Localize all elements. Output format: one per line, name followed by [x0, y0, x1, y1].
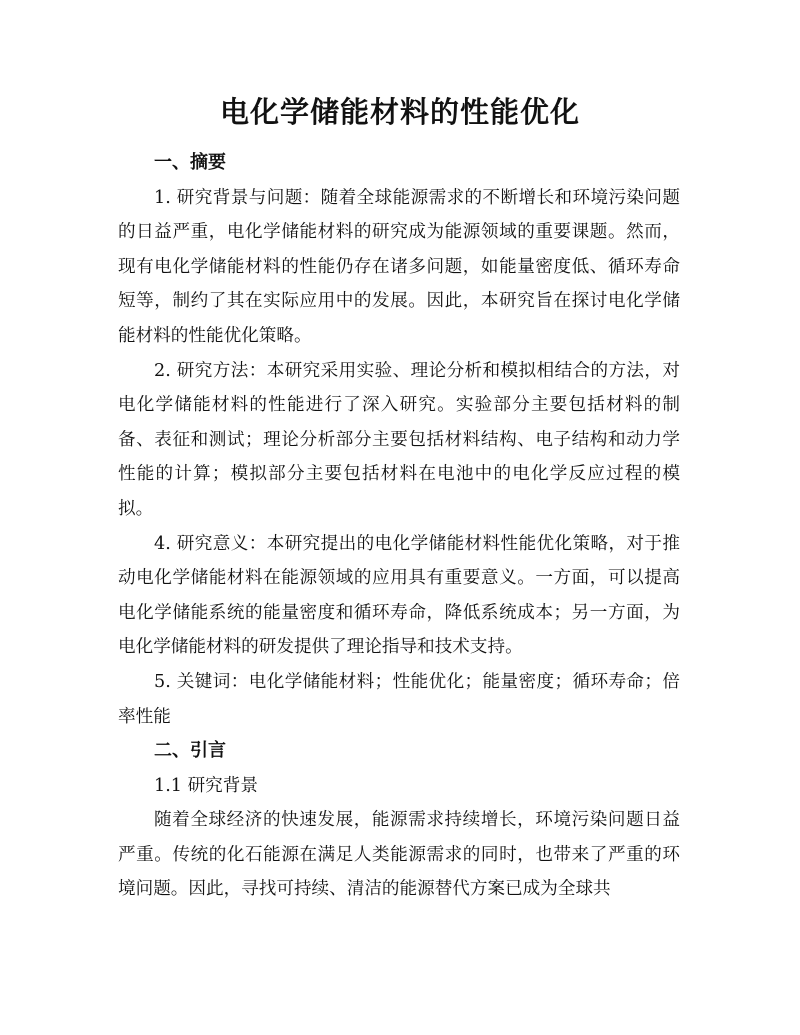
intro-paragraph: 随着全球经济的快速发展，能源需求持续增长，环境污染问题日益严重。传统的化石能源在满足人类能源需求的同时，也带来了严重的环境问题。因此，寻找可持续、清洁的能源替代方案已成为全球共: [118, 810, 680, 900]
abstract-item-keywords: 5. 关键词：电化学储能材料；性能优化；能量密度；循环寿命；倍率性能: [118, 671, 680, 727]
section-heading-intro: 二、引言: [154, 740, 226, 762]
abstract-item-background: 1. 研究背景与问题：随着全球能源需求的不断增长和环境污染问题的日益严重，电化学储能材料的研究成为能源领域的重要课题。然而，现有电化学储能材料的性能仍存在诸多问题，如能量密度低、循环寿命短等，制约了其在实际应用中的发展。因此，本研究旨在探讨电化学储能材料的性能优化策略。: [118, 187, 680, 346]
subsection-heading-background: 1.1 研究背景: [154, 775, 258, 796]
section-heading-abstract: 一、摘要: [154, 152, 226, 173]
document-body: [118, 146, 680, 907]
document-title: 电化学储能材料的性能优化: [219, 95, 580, 129]
abstract-item-methods: 2. 研究方法：本研究采用实验、理论分析和模拟相结合的方法，对电化学储能材料的性能进行了深入研究。实验部分主要包括材料的制备、表征和测试；理论分析部分主要包括材料结构、电子结构和动力学性能的计算；模拟部分主要包括材料在电池中的电化学反应过程的模拟。: [118, 360, 680, 519]
abstract-item-significance: 4. 研究意义：本研究提出的电化学储能材料性能优化策略，对于推动电化学储能材料在能源领域的应用具有重要意义。一方面，可以提高电化学储能系统的能量密度和循环寿命，降低系统成本；另一方面，为电化学储能材料的研发提供了理论指导和技术支持。: [118, 533, 680, 658]
